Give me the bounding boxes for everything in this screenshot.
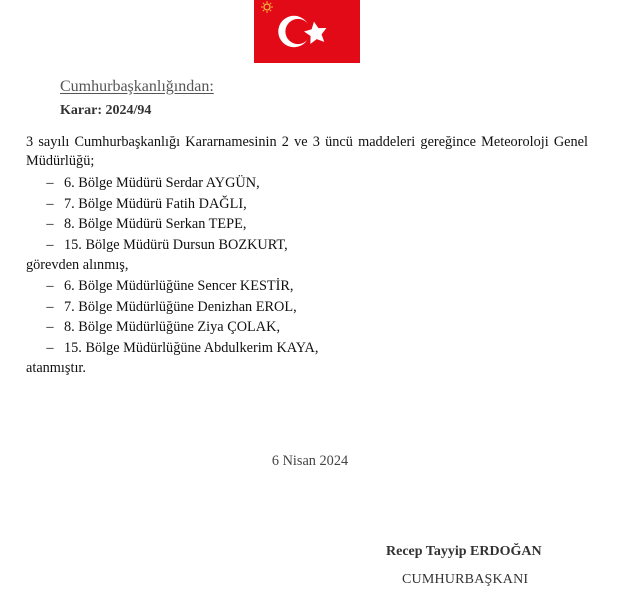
dash-bullet: – bbox=[46, 298, 54, 315]
list-item bbox=[26, 297, 318, 318]
decision-date: 6 Nisan 2024 bbox=[271, 453, 349, 469]
list-item-text: 7. Bölge Müdürü Fatih DAĞLI, bbox=[64, 195, 247, 212]
decision-number: Karar: 2024/94 bbox=[60, 103, 152, 118]
list-item bbox=[26, 173, 288, 194]
dash-bullet: – bbox=[46, 175, 54, 191]
appointed-text: atanmıştır. bbox=[26, 360, 86, 376]
list-item bbox=[26, 235, 288, 256]
dash-bullet: – bbox=[46, 278, 54, 294]
list-item-text: 8. Bölge Müdürü Serkan TEPE, bbox=[64, 216, 247, 232]
dash-bullet: – bbox=[46, 195, 54, 212]
appointed-list bbox=[26, 276, 318, 358]
list-item-text: 15. Bölge Müdürlüğüne Abdulkerim KAYA, bbox=[64, 339, 319, 356]
list-item bbox=[26, 214, 288, 235]
dash-bullet: – bbox=[46, 339, 54, 356]
list-item bbox=[26, 194, 288, 215]
dash-bullet: – bbox=[46, 236, 54, 253]
signer-name: Recep Tayyip ERDOĞAN bbox=[386, 544, 542, 559]
list-item bbox=[26, 338, 318, 359]
list-item-text: 6. Bölge Müdürlüğüne Sencer KESTİR, bbox=[64, 278, 294, 294]
signer-title: CUMHURBAŞKANI bbox=[402, 572, 529, 587]
list-item-text: 8. Bölge Müdürlüğüne Ziya ÇOLAK, bbox=[64, 319, 281, 335]
removed-from-office-text: görevden alınmış, bbox=[26, 257, 129, 273]
list-item-text: 7. Bölge Müdürlüğüne Denizhan EROL, bbox=[64, 298, 297, 315]
list-item-text: 15. Bölge Müdürü Dursun BOZKURT, bbox=[64, 236, 288, 253]
turkish-flag-icon bbox=[254, 0, 360, 63]
issuer-heading: Cumhurbaşkanlığından: bbox=[60, 78, 214, 95]
decision-intro-paragraph: 3 sayılı Cumhurbaşkanlığı Kararnamesinin 2 ve 3 üncü maddeleri gereğince Meteoroloji Genel Müdürlüğü; bbox=[26, 134, 588, 169]
list-item-text: 6. Bölge Müdürü Serdar AYGÜN, bbox=[64, 175, 260, 191]
list-item bbox=[26, 276, 318, 297]
dash-bullet: – bbox=[46, 319, 54, 335]
list-item bbox=[26, 317, 318, 338]
removed-list bbox=[26, 173, 288, 255]
dash-bullet: – bbox=[46, 216, 54, 232]
